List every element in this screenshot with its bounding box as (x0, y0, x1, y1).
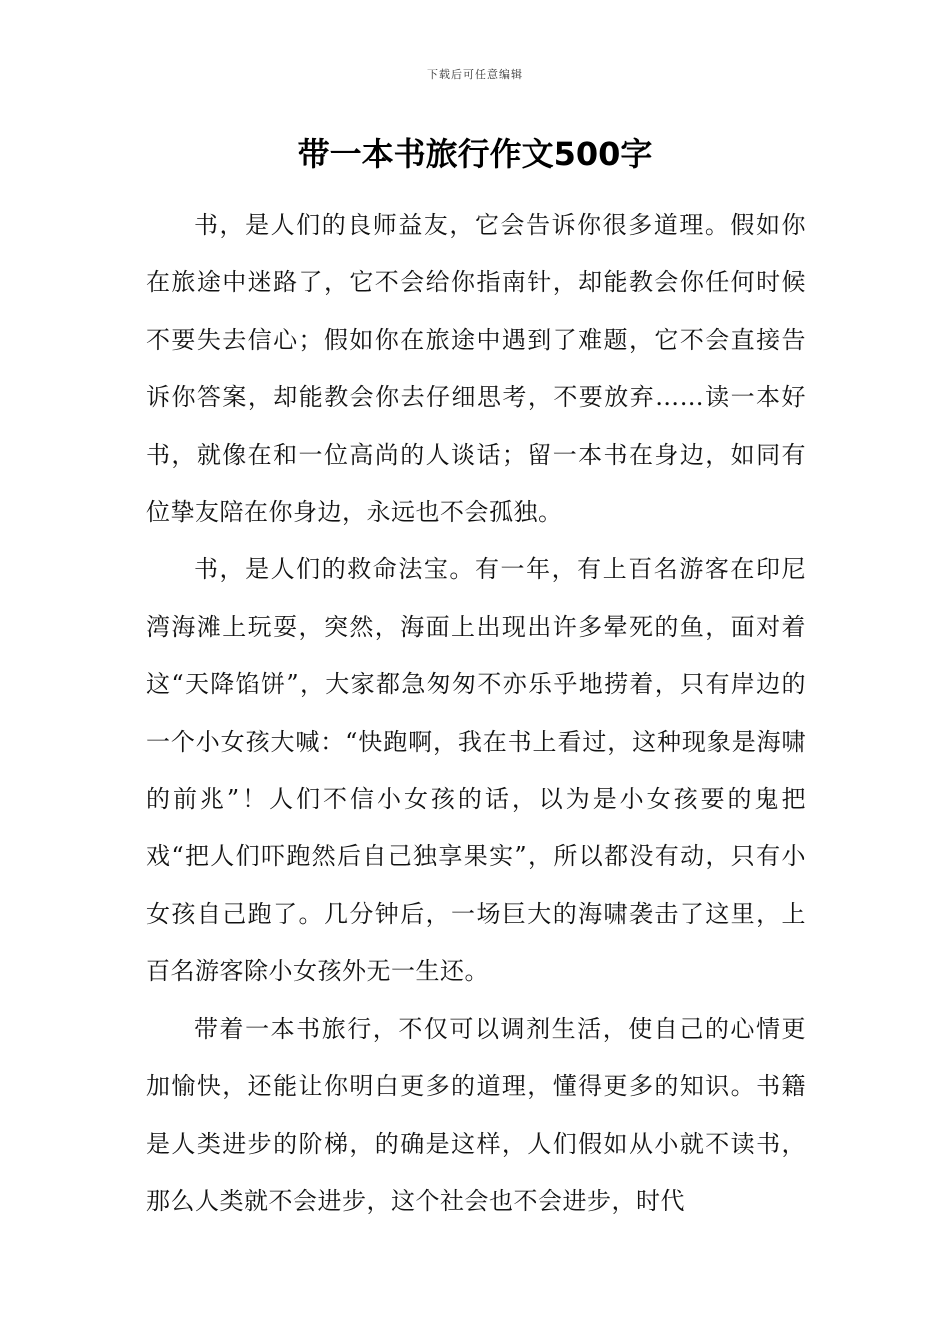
paragraph-3: 带着一本书旅行，不仅可以调剂生活，使自己的心情更加愉快，还能让你明白更多的道理，懂得更多的知识。书籍是人类进步的阶梯，的确是这样，人们假如从小就不读书，那么人类就不会进步，这个社会也不会进步，时代 (146, 1014, 806, 1215)
header-note: 下载后可任意编辑 (427, 68, 523, 81)
document-title: 带一本书旅行作文500字 (297, 135, 653, 173)
paragraph-2: 书，是人们的救命法宝。有一年，有上百名游客在印尼湾海滩上玩耍，突然，海面上出现出许多晕死的鱼，面对着这“天降馅饼”，大家都急匆匆不亦乐乎地捞着，只有岸边的一个小女孩大喊：“快跑啊，我在书上看过，这种现象是海啸的前兆”！人们不信小女孩的话，以为是小女孩要的鬼把戏“把人们吓跑然后自己独享果实”，所以都没有动，只有小女孩自己跑了。几分钟后，一场巨大的海啸袭击了这里，上百名游客除小女孩外无一生还。 (146, 555, 806, 986)
paragraph-1: 书，是人们的良师益友，它会告诉你很多道理。假如你在旅途中迷路了，它不会给你指南针，却能教会你任何时候不要失去信心；假如你在旅途中遇到了难题，它不会直接告诉你答案，却能教会你去仔细思考，不要放弃……读一本好书，就像在和一位高尚的人谈话；留一本书在身边，如同有位挚友陪在你身边，永远也不会孤独。 (146, 211, 806, 527)
body-text (146, 197, 806, 1230)
